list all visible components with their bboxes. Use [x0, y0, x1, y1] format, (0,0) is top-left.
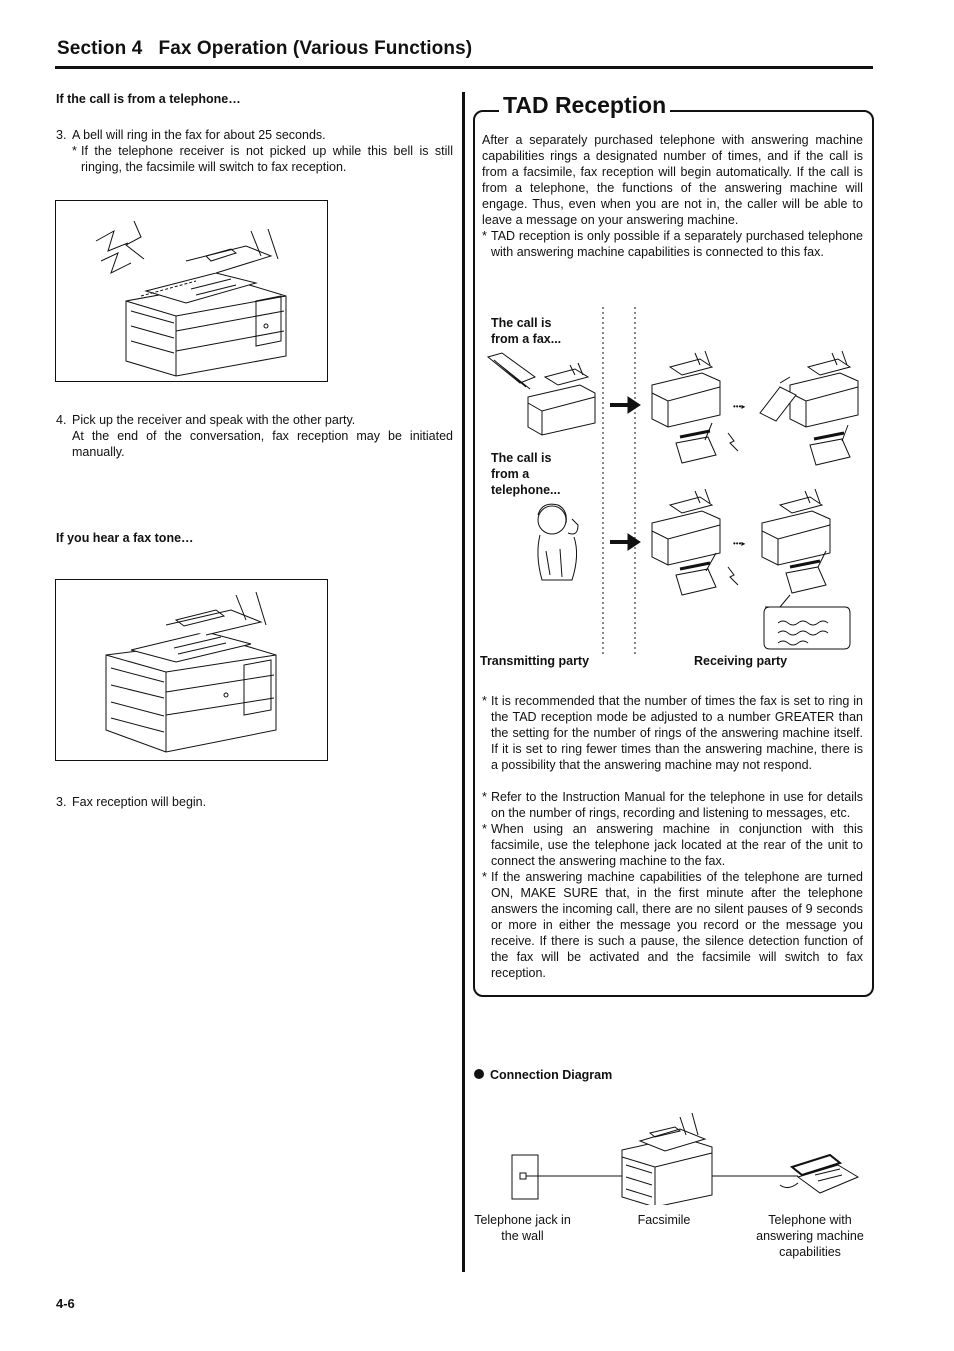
- tad-note-4: If the answering machine capabilities of the telephone are turned ON, MAKE SURE that, in the first minute after the telephone answers the incoming call, there are no silent pauses of 9 seconds or more in either the message you record or the message you receive. If there is such a pause, the silence detection function of the fax will be activated and the facsimile will switch to fax reception.: [491, 870, 863, 980]
- step3-number: 3.: [56, 128, 67, 142]
- label-facsimile: Facsimile: [637, 1213, 691, 1227]
- figure-ringing-fax: [55, 200, 328, 382]
- tad-note-star: *: [482, 229, 487, 243]
- tad-note-2: Refer to the Instruction Manual for the telephone in use for details on the number of rings, recording and listening to messages, etc.: [491, 790, 863, 820]
- label-telephone-jack: Telephone jack in the wall: [474, 1213, 571, 1243]
- label-telephone-answering: Telephone with answering machine capabilities: [756, 1213, 864, 1259]
- connection-diagram-title: Connection Diagram: [490, 1068, 613, 1082]
- step3b-number: 3.: [56, 795, 67, 809]
- heading-fax-tone: If you hear a fax tone…: [56, 531, 194, 545]
- note4-star: *: [482, 870, 487, 884]
- svg-text:•••▸: •••▸: [733, 402, 746, 411]
- step4-text-line1: Pick up the receiver and speak with the other party.: [72, 413, 356, 427]
- section-title: Section 4 Fax Operation (Various Functions): [57, 38, 473, 59]
- step3b-text: Fax reception will begin.: [72, 795, 207, 809]
- note2-star: *: [482, 790, 487, 804]
- heading-call-from-telephone: If the call is from a telephone…: [56, 92, 241, 106]
- tad-title: TAD Reception: [499, 92, 670, 119]
- note1-star: *: [482, 694, 487, 708]
- step3-note: If the telephone receiver is not picked up while this bell is still ringing, the facsimile will switch to fax reception.: [81, 144, 453, 174]
- column-divider: [462, 92, 465, 1272]
- bullet-icon: [474, 1069, 484, 1079]
- label-call-from-fax: The call is from a fax...: [491, 316, 562, 346]
- fax-machine-ringing-illustration: [56, 201, 327, 381]
- label-call-from-telephone: The call is from a telephone...: [491, 451, 561, 497]
- label-receiving-party: Receiving party: [694, 654, 788, 668]
- svg-text:•••▸: •••▸: [733, 539, 746, 548]
- connection-diagram: [480, 1105, 865, 1205]
- fax-machine-illustration: [56, 580, 327, 760]
- tad-note: TAD reception is only possible if a separately purchased telephone with answering machine capabilities is connected to this fax.: [491, 229, 863, 259]
- label-transmitting-party: Transmitting party: [480, 654, 590, 668]
- tad-flow-diagram: [480, 305, 865, 655]
- tad-note-1: It is recommended that the number of times the fax is set to ring in the TAD reception mode be adjusted to a number GREATER than the setting for the number of rings of the answering machine itself. If it is set to ring fewer times than the answering machine, there is a possibility that the answering machine may not respond.: [491, 694, 863, 772]
- note3-star: *: [482, 822, 487, 836]
- step4-number: 4.: [56, 413, 67, 427]
- figure-fax-machine: [55, 579, 328, 761]
- tad-intro: After a separately purchased telephone with answering machine capabilities rings a designated number of times, and if the call is from a facsimile, fax reception will begin automatically. If the call is from a telephone, the functions of the answering machine will engage. Thus, even when you are not in, the caller will be able to leave a message on your answering machine.: [482, 133, 863, 227]
- page-number: 4-6: [56, 1296, 75, 1311]
- step3-note-star: *: [72, 144, 77, 158]
- tad-note-3: When using an answering machine in conjunction with this facsimile, use the telephone jack located at the rear of the unit to connect the answering machine to the fax.: [491, 822, 863, 868]
- step4-text-line2: At the end of the conversation, fax reception may be initiated manually.: [72, 429, 453, 459]
- header-rule: [55, 66, 873, 69]
- step3-text: A bell will ring in the fax for about 25 seconds.: [72, 128, 326, 142]
